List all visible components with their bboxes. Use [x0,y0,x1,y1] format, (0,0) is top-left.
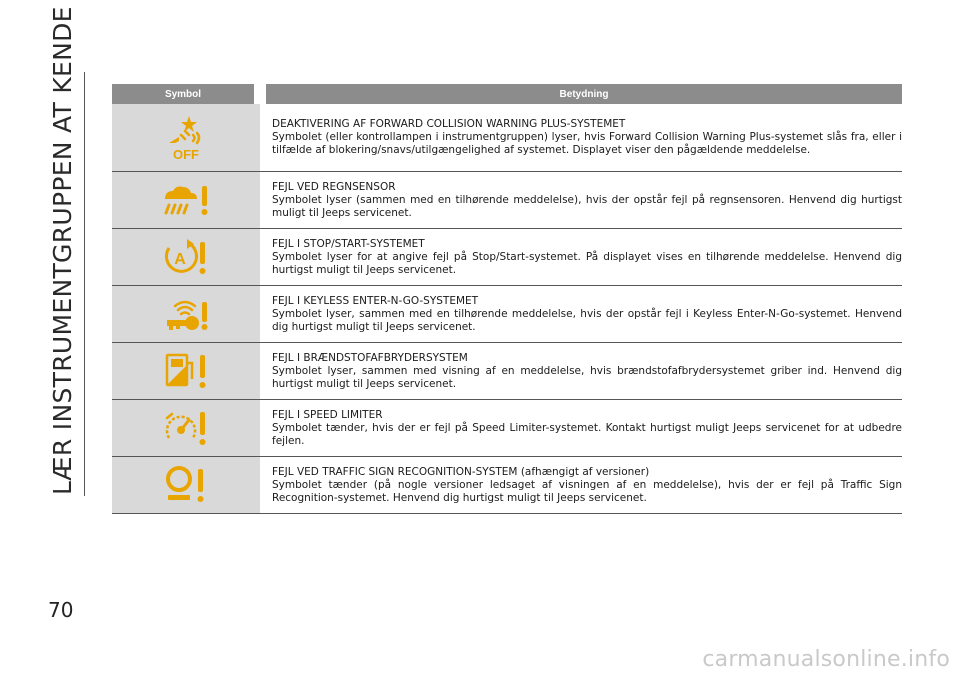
meaning-cell [260,229,902,286]
symbol-table [112,84,902,514]
table-row [112,229,902,286]
svg-text:A: A [174,251,186,268]
row-title: FEJL I STOP/START-SYSTEMET [272,237,425,250]
table-row [112,104,902,172]
header-symbol: Symbol [112,84,260,104]
meaning-cell [260,400,902,457]
header-meaning: Betydning [260,84,902,104]
chapter-side-title: LÆR INSTRUMENTGRUPPEN AT KENDE [48,6,77,495]
meaning-cell [260,457,902,514]
row-description: Symbolet tænder, hvis der er fejl på Speed Limiter-systemet. Kontakt hurtigst muligt Jeeps servicenet for at udbedre fejlen. [272,421,902,447]
chapter-side-rule [84,72,85,496]
symbol-cell [112,343,260,400]
row-title: DEAKTIVERING AF FORWARD COLLISION WARNING PLUS-SYSTEMET [272,118,626,130]
row-description: Symbolet (eller kontrollampen i instrumentgruppen) lyser, hvis Forward Collision Warning Plus-systemet slås fra, eller i tilfælde af blokering/snavs/utilgængelighed af systemet. Displayet viser den pågældende meddelelse. [272,131,902,156]
symbol-cell [112,457,260,514]
row-description: Symbolet lyser (sammen med en tilhørende meddelelse), hvis der opstår fejl på regnsensoren. Henvend dig hurtigst muligt til Jeeps servicenet. [272,193,902,219]
svg-text:OFF: OFF [173,146,199,162]
meaning-cell [260,343,902,400]
table-header-row [112,84,902,104]
watermark: carmanualsonline.info [702,647,950,672]
table-row [112,343,902,400]
symbol-cell [112,286,260,343]
stop-start-fault-icon [163,238,209,276]
row-title: FEJL I KEYLESS ENTER-N-GO-SYSTEMET [272,294,479,307]
row-title: FEJL VED REGNSENSOR [272,180,396,193]
symbol-cell [112,229,260,286]
row-description: Symbolet lyser for at angive fejl på Stop/Start-systemet. På displayet vises en tilhørende meddelelse. Henvend dig hurtigst muligt til Jeeps servicenet. [272,250,902,276]
table-row [112,400,902,457]
table-row [112,457,902,514]
row-description: Symbolet lyser, sammen med en tilhørende meddelelse, hvis der opstår fejl i Keyless Enter-N-Go-systemet. Henvend dig hurtigst muligt til Jeeps servicenet. [272,307,902,333]
meaning-cell [260,104,902,172]
row-description: Symbolet tænder (på nogle versioner ledsaget af visningen af en meddelelse), hvis der er fejl på Traffic Sign Recognition-systemet. Henvend dig hurtigst muligt til Jeeps servicenet. [272,478,902,504]
page-number: 70 [48,598,74,622]
row-title: FEJL VED TRAFFIC SIGN RECOGNITION-SYSTEM (afhængigt af versioner) [272,465,650,478]
meaning-cell [260,286,902,343]
keyless-fault-icon [163,296,209,332]
symbol-cell [112,400,260,457]
table-row [112,286,902,343]
symbol-cell [112,104,260,172]
row-description: Symbolet lyser, sammen med visning af en meddelelse, hvis brændstofafbrydersystemet griber ind. Henvend dig hurtigst muligt til Jeeps servicenet. [272,364,902,390]
fuel-cutoff-fault-icon [163,351,209,391]
forward-collision-off-icon [163,113,209,163]
speed-limiter-fault-icon [163,408,209,448]
row-title: FEJL I SPEED LIMITER [272,408,383,421]
table-row [112,172,902,229]
row-title: FEJL I BRÆNDSTOFAFBRYDERSYSTEM [272,351,468,364]
meaning-cell [260,172,902,229]
traffic-sign-recognition-fault-icon [163,465,209,505]
rain-sensor-fault-icon [161,183,211,217]
symbol-cell [112,172,260,229]
